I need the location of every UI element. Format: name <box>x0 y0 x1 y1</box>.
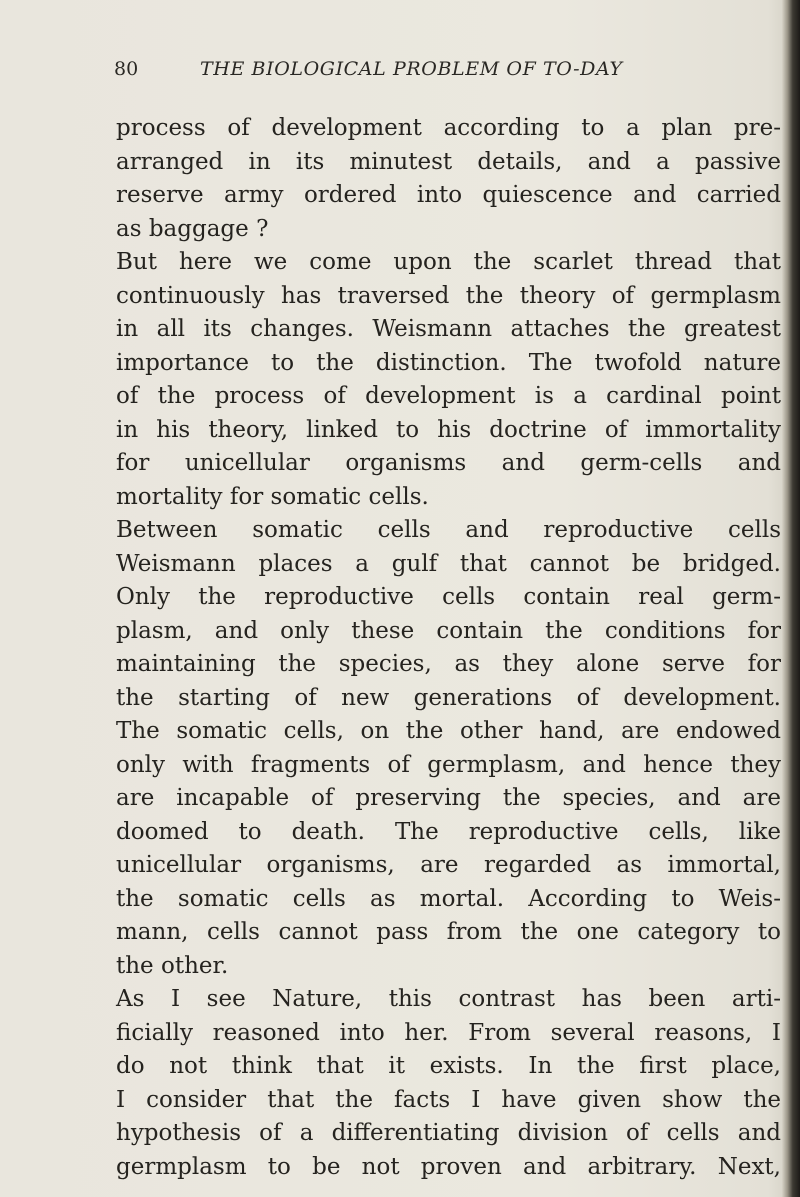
text-line: the somatic cells as mortal. According to Weis- <box>116 885 781 912</box>
text-line: process of development according to a plan pre- <box>116 115 781 141</box>
text-line: mortality for somatic cells. <box>116 483 429 510</box>
text-line: hypothesis of a differentiating division of cells and <box>116 1120 781 1146</box>
body-text <box>116 112 781 1184</box>
text-line: mann, cells cannot pass from the one category to <box>116 919 781 945</box>
text-line: of the process of development is a cardinal point <box>116 383 781 409</box>
text-line: As I see Nature, this contrast has been arti- <box>116 986 781 1012</box>
text-line: the other. <box>116 952 229 979</box>
text-line: Only the reproductive cells contain real germ- <box>116 584 781 610</box>
text-line: I consider that the facts I have given show the <box>116 1086 781 1113</box>
text-line: ficially reasoned into her. From several reasons, I <box>116 1019 781 1046</box>
text-line: Weismann places a gulf that cannot be bridged. <box>116 550 781 577</box>
text-line: Between somatic cells and reproductive cells <box>116 517 781 543</box>
page-number: 80 <box>114 58 139 80</box>
text-line: But here we come upon the scarlet thread that <box>116 249 781 275</box>
text-line: The somatic cells, on the other hand, are endowed <box>116 718 781 744</box>
text-line: in all its changes. Weismann attaches the greatest <box>116 316 781 342</box>
text-line: for unicellular organisms and germ-cells and <box>116 450 781 476</box>
text-line: maintaining the species, as they alone serve for <box>116 651 781 677</box>
page-edge-shadow <box>782 0 800 1197</box>
text-line: the starting of new generations of development. <box>116 684 781 711</box>
text-line: do not think that it exists. In the first place, <box>116 1053 781 1079</box>
text-line: doomed to death. The reproductive cells, like <box>116 818 781 845</box>
text-line: reserve army ordered into quiescence and carried <box>116 182 781 208</box>
text-line: in his theory, linked to his doctrine of immortality <box>116 416 781 443</box>
text-line: importance to the distinction. The twofold nature <box>116 349 781 376</box>
text-line: plasm, and only these contain the conditions for <box>116 617 781 644</box>
text-line: germplasm to be not proven and arbitrary. Next, <box>116 1153 781 1180</box>
text-line: unicellular organisms, are regarded as immortal, <box>116 852 781 878</box>
running-header <box>114 58 714 88</box>
text-line: only with fragments of germplasm, and hence they <box>116 751 781 778</box>
text-line: are incapable of preserving the species, and are <box>116 785 781 811</box>
running-title: THE BIOLOGICAL PROBLEM OF TO-DAY <box>200 58 623 80</box>
text-line: continuously has traversed the theory of germplasm <box>116 282 781 309</box>
text-line: as baggage ? <box>116 215 269 242</box>
text-line: arranged in its minutest details, and a passive <box>116 148 781 175</box>
